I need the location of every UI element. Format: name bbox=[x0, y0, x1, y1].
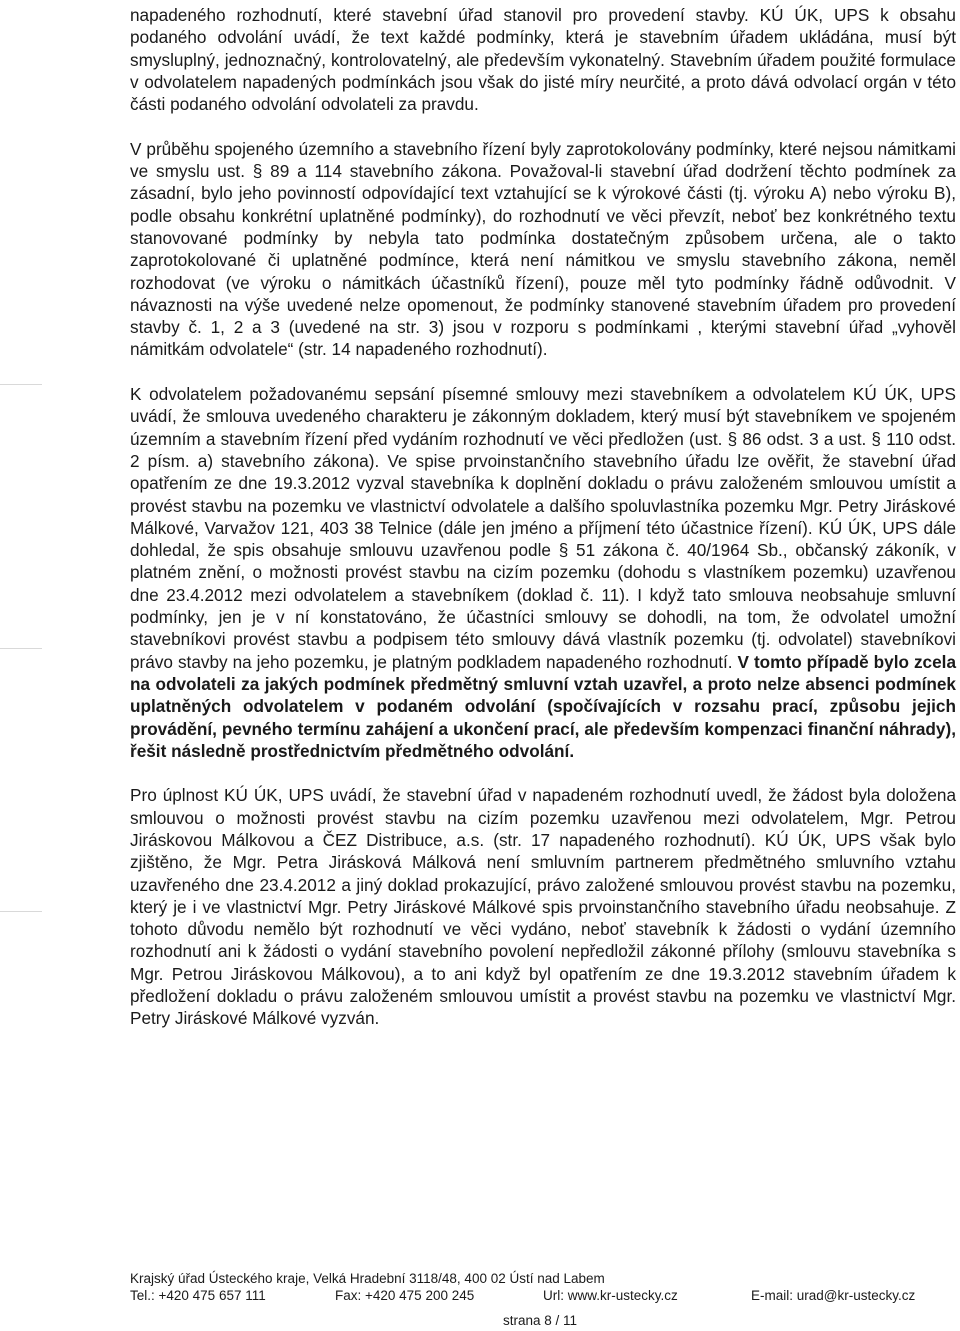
paragraph-text: V průběhu spojeného územního a stavebního řízení byly zaprotokolovány podmínky, které nejsou námitkami ve smyslu ust. § 89 a 114 stavebního zákona. Považoval-li stavební úřad dodržení těchto podmínek za zásadní, bylo jeho povinností odpovídající text vztahující se k výrokové části (tj. výroku A) nebo výroku B), podle obsahu konkrétní uplatněné podmínky), do rozhodnutí ve věci převzít, neboť bez konkrétného textu stanovované podmínky by nebyla tato podmínka dostatečným způsobem určena, ale o takto zaprotokolované či uplatněné podmínce, která není námitkou ve smyslu stavebního zákona, neměl rozhodovat (ve výroku o námitkách účastníků řízení), pouze měl tyto podmínky řádně odůvodnit. V návaznosti na výše uvedené nelze opomenout, že podmínky stanovené stavebním úřadem pro provedení stavby č. 1, 2 a 3 (uvedené na str. 3) jsou v rozporu s podmínkami , kterými stavební úřad „vyhověl námitkám odvolatele“ (str. 14 napadeného rozhodnutí). bbox=[130, 138, 956, 360]
footer-address: Krajský úřad Ústeckého kraje, Velká Hradební 3118/48, 400 02 Ústí nad Labem bbox=[130, 1271, 605, 1286]
footer-fax: Fax: +420 475 200 245 bbox=[335, 1288, 475, 1303]
paragraph-text: Pro úplnost KÚ ÚK, UPS uvádí, že stavební úřad v napadeném rozhodnutí uvedl, že žádost byla doložena smlouvou o možnosti provést stavbu na cizím pozemku uzavřenou mezi odvolatelem, Mgr. Petrou Jiráskovou Málkovou a ČEZ Distribuce, a.s. (str. 17 napadeného rozhodnutí). KÚ ÚK, UPS však bylo zjištěno, že Mgr. Petra Jirásková Málková není smluvním partnerem předmětného smluvního vztahu uzavřeného dne 23.4.2012 a jiný doklad prokazující, právo založené smlouvou provést stavbu na pozemku, který je i ve vlastnictví Mgr. Petry Jiráskové Málkové spis prvoinstančního stavebního úřadu neobsahuje. Z tohoto důvodu nemělo být rozhodnutí ve věci vydáno, neboť stavebník k žádosti o vydání územního rozhodnutí ani k žádosti o vydání stavebního povolení nepředložil zákonné přílohy (smlouvu stavebníka s Mgr. Petrou Jiráskovou Málkovou), a to ani když byl opatřením ze dne 19.3.2012 stavebním úřadem k předložení dokladu o právu založeném smlouvou umístit a provést stavbu na pozemku ve vlastnictví Mgr. Petry Jiráskové Málkové vyzván. bbox=[130, 785, 956, 1029]
footer-tel: Tel.: +420 475 657 111 bbox=[130, 1288, 266, 1303]
paragraph-text: K odvolatelem požadovanému sepsání písemné smlouvy mezi stavebníkem a odvolatelem KÚ ÚK, UPS uvádí, že smlouva uvedeného charakteru je zákonným dokladem, který musí být stavebníkem ve spojeném územním a stavebním řízení před vydáním rozhodnutí ve věci předložen (ust. § 86 odst. 3 a ust. § 110 odst. 2 písm. a) stavebního zákona). Ve spise prvoinstančního stavebního úřadu lze ověřit, že stavební úřad opatřením ze dne 19.3.2012 vyzval stavebníka k doplnění dokladu o právu založeném smlouvou umístit a provést stavbu na pozemku ve vlastnictví odvolatele a dalšího spoluvlastníka pozemku Mgr. Petry Jiráskové Málkové, Varvažov 121, 403 38 Telnice (dále jen jméno a příjmení této účastnice řízení). KÚ ÚK, UPS dále dohledal, že spis obsahuje smlouvu uzavřenou podle § 51 zákona č. 40/1964 Sb., občanský zákoník, v platném znění, o možnosti provést stavbu na cizím pozemku (dohodu s vlastníkem pozemku) uzavřenou dne 23.4.2012 mezi odvolatelem a stavebníkem (doklad č. 11). I když tato smlouva neobsahuje smluvní podmínky, jen je v ní konstatováno, že účastníci smlouvy se dohodli, na tom, že odvolatel umožní stavebníkovi provést stavbu a podpisem této smlouvy dává vlastník pozemku (tj. odvolatel) stavebníkovi právo stavby na jeho pozemku, je platným podkladem napadeného rozhodnutí. bbox=[130, 384, 956, 672]
footer-email[interactable]: E-mail: urad@kr-ustecky.cz bbox=[751, 1288, 916, 1303]
margin-mark bbox=[0, 384, 42, 385]
paragraph-4 bbox=[130, 784, 956, 1029]
paragraph-bold-text: V tomto případě bylo zcela na odvolateli za jakých podmínek předmětný smluvní vztah uzavřel, a proto nelze absenci podmínek uplatněných odvolatelem v podaném odvolání (spočívajících v rozsahu prací, způsobu jejich provádění, pevného termínu zahájení a ukončení prací, ale především kompenzaci finanční náhrady), řešit následně prostřednictvím předmětného odvolání. bbox=[130, 651, 956, 761]
document-body bbox=[130, 4, 956, 1052]
paragraph-text: napadeného rozhodnutí, které stavební úřad stanovil pro provedení stavby. KÚ ÚK, UPS k obsahu podaného odvolání uvádí, že text každé podmínky, která je stavebním úřadem ukládána, musí být smysluplný, jednoznačný, kontrolovatelný, ale především vykonatelný. Stavebním úřadem použité formulace v odvolatelem napadených podmínkách jsou však do jisté míry neurčité, a proto dává odvolací orgán v této části podaného odvolání odvolateli za pravdu. bbox=[130, 5, 956, 115]
page-number: strana 8 / 11 bbox=[502, 1313, 578, 1328]
margin-mark bbox=[0, 648, 42, 649]
paragraph-1 bbox=[130, 4, 956, 115]
footer-url[interactable]: Url: www.kr-ustecky.cz bbox=[543, 1288, 678, 1303]
margin-mark bbox=[0, 911, 42, 912]
footer-contacts bbox=[130, 1287, 956, 1304]
paragraph-2 bbox=[130, 138, 956, 361]
paragraph-3 bbox=[130, 383, 956, 762]
